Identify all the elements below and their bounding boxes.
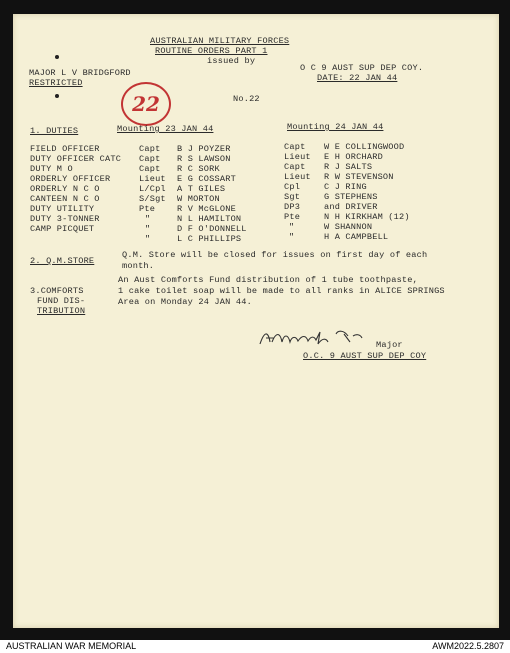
duty-role: DUTY M O (30, 164, 73, 174)
rank-day2: Cpl (284, 182, 301, 192)
duty-role: CANTEEN N C O (30, 194, 100, 204)
restricted-label: RESTRICTED (29, 78, 83, 88)
qm-store-line-1: Q.M. Store will be closed for issues on first day of each (122, 250, 428, 260)
name-day2: R J SALTS (324, 162, 373, 172)
rank-day2: Sgt (284, 192, 301, 202)
name-day2: C J RING (324, 182, 367, 192)
name-day2: W SHANNON (324, 222, 373, 232)
comforts-line-1: An Aust Comforts Fund distribution of 1 tube toothpaste, (118, 275, 418, 285)
name-day1: E G COSSART (177, 174, 236, 184)
comforts-heading-2: FUND DIS- (37, 296, 86, 306)
rank-day2: Capt (284, 162, 306, 172)
rank-day1: Capt (139, 144, 161, 154)
comforts-heading-3: TRIBUTION (37, 306, 86, 316)
name-day1: W MORTON (177, 194, 220, 204)
header-line-1: AUSTRALIAN MILITARY FORCES (150, 36, 290, 46)
duty-role: FIELD OFFICER (30, 144, 100, 154)
name-day1: A T GILES (177, 184, 226, 194)
duty-role: CAMP PICQUET (30, 224, 95, 234)
qm-store-line-2: month. (122, 261, 155, 271)
red-stamp: 22 (121, 82, 171, 126)
order-number: No.22 (233, 94, 260, 104)
signatory-unit: O.C. 9 AUST SUP DEP COY (303, 351, 427, 361)
duty-role: ORDERLY N C O (30, 184, 100, 194)
name-day2: R W STEVENSON (324, 172, 394, 182)
rank-day1: L/Cpl (139, 184, 166, 194)
rank-day1: Lieut (139, 174, 166, 184)
rank-day1: Pte (139, 204, 156, 214)
mounting-day-1: Mounting 23 JAN 44 (117, 124, 214, 134)
rank-day2: " (289, 232, 295, 242)
name-day1: B J POYZER (177, 144, 231, 154)
rank-day1: " (145, 234, 151, 244)
rank-day2: Lieut (284, 152, 311, 162)
rank-day2: " (289, 222, 295, 232)
rank-day2: Pte (284, 212, 301, 222)
comforts-line-2: 1 cake toilet soap will be made to all ranks in ALICE SPRINGS (118, 286, 445, 296)
footer-accession-number: AWM2022.5.2807 (432, 641, 504, 651)
name-day2: W E COLLINGWOOD (324, 142, 405, 152)
punch-hole-mark (55, 55, 59, 59)
name-day2: N H KIRKHAM (12) (324, 212, 410, 222)
name-day1: N L HAMILTON (177, 214, 242, 224)
rank-day1: S/Sgt (139, 194, 166, 204)
punch-hole-mark (55, 94, 59, 98)
name-day2: G STEPHENS (324, 192, 378, 202)
name-day1: R V McGLONE (177, 204, 236, 214)
signatory-title: Major (376, 340, 403, 350)
duty-role: DUTY UTILITY (30, 204, 95, 214)
rank-day2: Lieut (284, 172, 311, 182)
rank-day1: " (145, 214, 151, 224)
order-date: DATE: 22 JAN 44 (317, 73, 398, 83)
header-line-2: ROUTINE ORDERS PART 1 (155, 46, 268, 56)
handwritten-signature (258, 326, 368, 350)
name-day1: D F O'DONNELL (177, 224, 247, 234)
mounting-day-2: Mounting 24 JAN 44 (287, 122, 384, 132)
rank-day2: Capt (284, 142, 306, 152)
rank-day1: Capt (139, 154, 161, 164)
qm-store-heading: 2. Q.M.STORE (30, 256, 95, 266)
comforts-heading-1: 3.COMFORTS (30, 286, 84, 296)
duty-role: DUTY OFFICER CATC (30, 154, 122, 164)
unit-name: O C 9 AUST SUP DEP COY. (300, 63, 424, 73)
name-day1: L C PHILLIPS (177, 234, 242, 244)
duty-role: DUTY 3-TONNER (30, 214, 100, 224)
name-day2: E H ORCHARD (324, 152, 383, 162)
signature-text: AHamshortLieut for (258, 326, 269, 327)
rank-day2: DP3 (284, 202, 301, 212)
footer-institution: AUSTRALIAN WAR MEMORIAL (6, 641, 137, 651)
name-day2: H A CAMPBELL (324, 232, 389, 242)
rank-day1: " (145, 224, 151, 234)
duties-heading: 1. DUTIES (30, 126, 79, 136)
header-line-3: issued by (207, 56, 256, 66)
officer-name: MAJOR L V BRIDGFORD (29, 68, 131, 78)
document-page (13, 14, 499, 628)
comforts-line-3: Area on Monday 24 JAN 44. (118, 297, 252, 307)
name-day1: R S LAWSON (177, 154, 231, 164)
name-day1: R C SORK (177, 164, 220, 174)
name-day2: and DRIVER (324, 202, 378, 212)
rank-day1: Capt (139, 164, 161, 174)
duty-role: ORDERLY OFFICER (30, 174, 111, 184)
